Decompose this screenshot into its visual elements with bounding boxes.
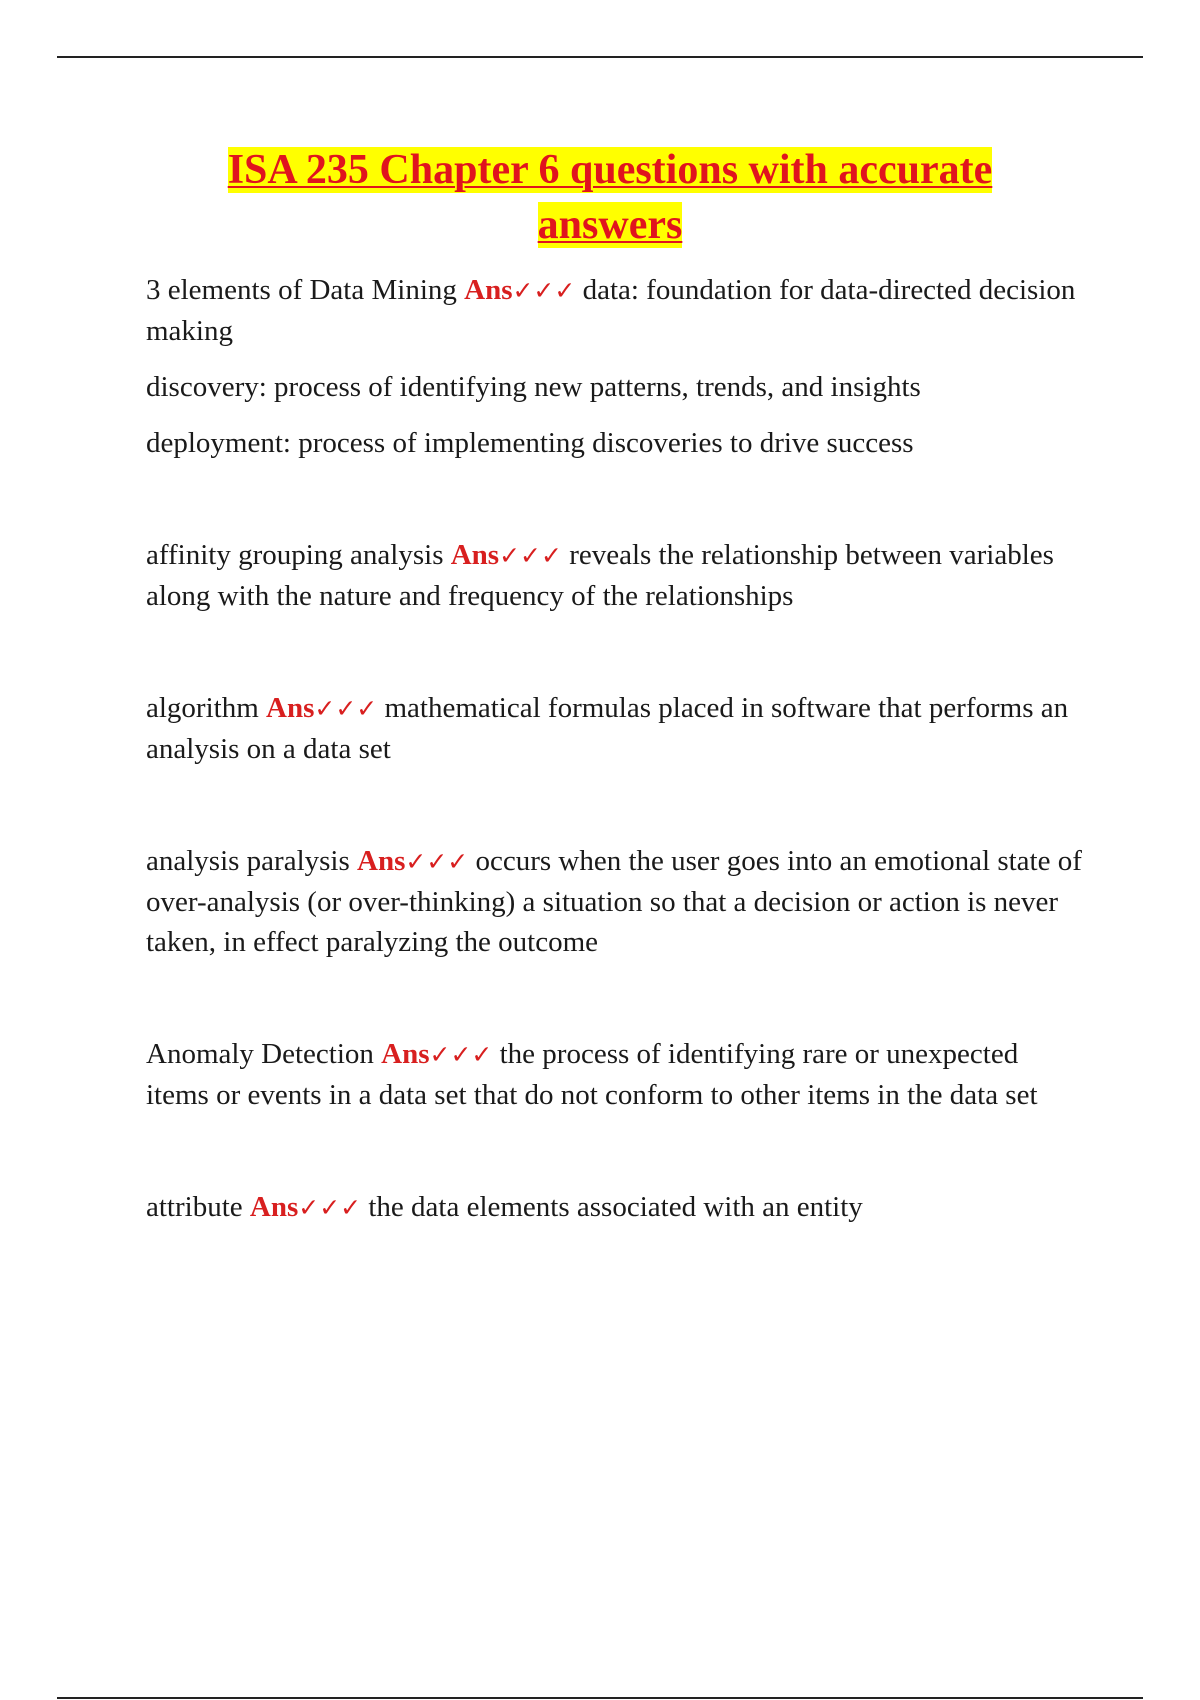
ans-label: Ans: [450, 539, 500, 571]
checkmark-icon: ✓✓✓: [512, 276, 576, 305]
checkmark-icon: ✓✓✓: [405, 847, 469, 876]
ans-label: Ans: [381, 1038, 430, 1070]
term: algorithm: [146, 692, 259, 724]
title-line-1: ISA 235 Chapter 6 questions with accurate: [227, 147, 993, 193]
qa-entry: [146, 535, 1086, 616]
title-line-2: answers: [537, 202, 683, 248]
qa-entry: [146, 270, 1086, 351]
ans-label: Ans: [357, 845, 406, 877]
definition: mathematical formulas placed in software that performs an analysis on a data set: [146, 692, 1069, 765]
term: Anomaly Detection: [146, 1038, 374, 1070]
term: affinity grouping analysis: [146, 539, 444, 571]
checkmark-icon: ✓✓✓: [499, 541, 562, 570]
definition-continuation: deployment: process of implementing discoveries to drive success: [146, 427, 914, 459]
ans-label: Ans: [249, 1191, 299, 1223]
definition-continuation: discovery: process of identifying new patterns, trends, and insights: [146, 371, 921, 403]
definition: reveals the relationship between variables along with the nature and frequency of the relationships: [146, 539, 1054, 612]
definition: the process of identifying rare or unexpected items or events in a data set that do not conform to other items in the data set: [146, 1038, 1038, 1111]
definition: occurs when the user goes into an emotional state of over-analysis (or over-thinking) a situation so that a decision or action is never taken, in effect paralyzing the outcome: [146, 845, 1082, 958]
qa-entry: [146, 1034, 1086, 1115]
checkmark-icon: ✓✓✓: [298, 1193, 362, 1222]
term: analysis paralysis: [146, 845, 350, 877]
checkmark-icon: ✓✓✓: [429, 1040, 493, 1069]
page-title: [110, 143, 1110, 253]
qa-entry: [146, 688, 1086, 769]
definition: data: foundation for data-directed decision making: [146, 274, 1076, 347]
checkmark-icon: ✓✓✓: [314, 694, 378, 723]
qa-list: [146, 270, 1086, 1228]
ans-label: Ans: [266, 692, 315, 724]
qa-entry: [146, 841, 1086, 962]
definition: the data elements associated with an entity: [368, 1191, 863, 1223]
qa-entry: [146, 1187, 1086, 1228]
bottom-divider: [57, 1697, 1143, 1699]
ans-label: Ans: [464, 274, 513, 306]
top-divider: [57, 56, 1143, 58]
term: attribute: [146, 1191, 243, 1223]
term: 3 elements of Data Mining: [146, 274, 457, 306]
